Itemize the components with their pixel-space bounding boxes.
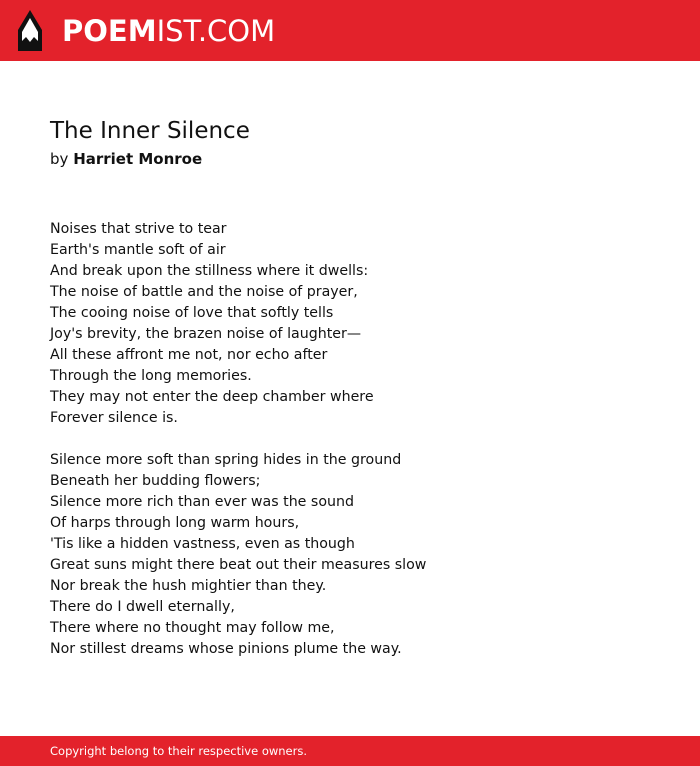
poem-line: The noise of battle and the noise of prayer, — [50, 284, 358, 300]
poem-line: And break upon the stillness where it dwells: — [50, 263, 369, 279]
copyright-text: Copyright belong to their respective owners. — [50, 744, 308, 758]
logo-light-text: IST.COM — [156, 14, 276, 48]
pencil-icon[interactable] — [18, 10, 42, 51]
stanza — [50, 450, 670, 660]
poem-line: Nor break the hush mightier than they. — [50, 578, 327, 594]
poem-title: The Inner Silence — [50, 118, 250, 144]
poem-line: Great suns might there beat out their measures slow — [50, 557, 427, 573]
poem-line: Noises that strive to tear — [50, 221, 227, 237]
poem-line: Nor stillest dreams whose pinions plume the way. — [50, 641, 402, 657]
poem-line: All these affront me not, nor echo after — [50, 347, 328, 363]
poem-line: There do I dwell eternally, — [50, 599, 235, 615]
poem-line: There where no thought may follow me, — [50, 620, 335, 636]
byline — [50, 148, 202, 170]
by-prefix: by — [50, 150, 69, 168]
poem-line: Beneath her budding flowers; — [50, 473, 261, 489]
author-name: Harriet Monroe — [73, 150, 203, 168]
poem-line: Forever silence is. — [50, 410, 178, 426]
poem-line: 'Tis like a hidden vastness, even as though — [50, 536, 355, 552]
poem-line: Silence more rich than ever was the sound — [50, 494, 354, 510]
stanza — [50, 219, 670, 429]
site-header — [0, 0, 700, 61]
poem-body — [50, 219, 670, 681]
poem-line: The cooing noise of love that softly tells — [50, 305, 334, 321]
poem-line: Silence more soft than spring hides in the ground — [50, 452, 402, 468]
poem-line: Through the long memories. — [50, 368, 252, 384]
logo-bold-text: POEM — [62, 14, 157, 48]
site-logo[interactable] — [62, 13, 275, 49]
poem-line: Of harps through long warm hours, — [50, 515, 300, 531]
poem-line: Earth's mantle soft of air — [50, 242, 226, 258]
site-footer — [0, 736, 700, 766]
poem-line: Joy's brevity, the brazen noise of laughter— — [50, 326, 362, 342]
poem-line: They may not enter the deep chamber where — [50, 389, 374, 405]
